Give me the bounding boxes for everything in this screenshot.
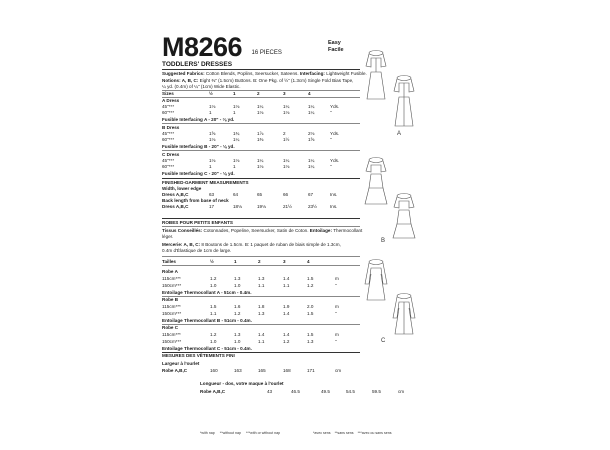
french-title: ROBES POUR PETITS ENFANTS [162,220,233,225]
tissus-text: Cotonnades, Popeline, Seersucker, Satin de Coton. [203,228,309,233]
mercerie-label: Mercerie: A, B, C: [162,242,201,247]
table-cell: 1.5 [307,276,314,281]
skirt-ruffle [393,224,415,238]
table-cell: 1¼ [233,137,240,142]
table-cell: 1.0 [210,339,217,344]
table-cell: 1.8 [258,304,265,309]
table-cell: 1.1 [258,339,265,344]
table-cell: " [330,137,332,142]
table-cell: 67 [308,192,314,197]
table-cell: 1 [233,164,236,169]
pattern-number: M8266 [162,32,243,62]
tailles-label: Tailles [162,259,176,264]
divider [162,178,360,179]
table-cell: 21½ [283,204,292,209]
fusible-b: Fusible Interfacing B - 20" - ⅛ yd. [162,144,235,149]
table-cell: 19⅛ [257,204,266,209]
mercerie-line [162,242,341,248]
table-cell: 1⅛ [233,158,240,163]
table-cell: 1 [209,110,212,115]
divider [162,123,360,124]
collar-shape [369,260,383,265]
width-45-label: 45"*** [162,104,175,109]
divider [162,296,360,297]
mercerie-line-2: 0.4m d'Élastique de 1cm de large. [162,248,232,253]
difficulty-en: Easy [328,40,341,46]
table-cell: 1.2 [210,332,217,337]
collar-shape [369,158,383,163]
c-dress-label: C Dress [162,152,180,157]
interfacing-label: Interfacing: [299,71,325,76]
table-cell: 1⅝ [308,137,315,142]
difficulty-rating [328,40,344,54]
table-cell: 2 [257,91,260,96]
table-cell: 63 [209,192,215,197]
table-cell: 1¼ [257,158,264,163]
table-cell: 2 [258,259,261,264]
table-cell: 1.2 [234,311,241,316]
table-cell: 18⅛ [233,204,242,209]
table-cell: Yds. [330,158,340,163]
fusible-c: Fusible Interfacing C - 20" - ⅛ yd. [162,171,235,176]
table-cell: Yds. [330,131,340,136]
difficulty-fr: Facile [328,47,344,53]
table-cell: 1¼ [283,158,290,163]
table-cell: 1¼ [308,158,315,163]
fabrics-label: Suggested Fabrics: [162,71,205,76]
divider [162,324,360,325]
footnote-with-or-without-nap: ***with or without nap [245,431,281,435]
a-dress-label: A Dress [162,98,180,103]
table-cell: 1.2 [283,339,290,344]
dress-abc-back: Dress A,B,C [162,204,189,209]
figure-label-c: C [381,338,386,344]
table-cell: 1.0 [234,283,241,288]
table-cell: 1⅛ [209,104,216,109]
divider [162,90,360,91]
finished-header: FINISHED-GARMENT MEASUREMENTS [162,180,249,185]
table-cell: 4 [307,259,310,264]
footnote-sans-sens: **sans sens [334,431,354,435]
entoilage-line-2: léger. [162,234,174,239]
width-60-label: 60"*** [162,110,175,115]
width-60-label-c: 60"*** [162,164,175,169]
width-60-label-b: 60"*** [162,137,175,142]
dress-c-illustration [364,254,422,340]
b-dress-label: B Dress [162,125,180,130]
interfacing-text: Lightweight Fusible. [326,71,367,76]
table-cell: 1⅛ [283,164,290,169]
robe-abc-largeur: Robe A,B,C [162,368,188,373]
table-cell: 1.9 [283,304,290,309]
width-lower-edge: Width, lower edge [162,186,202,191]
sizes-label: Sizes [162,91,174,96]
w115-b: 115cm*** [162,304,181,309]
divider [162,218,360,219]
w115-a: 115cm*** [162,276,181,281]
tissus-label: Tissus Conseillés: [162,228,203,233]
figure-label-a: A [397,131,402,137]
table-cell: 1.3 [234,276,241,281]
divider [162,256,360,257]
table-cell: 1.2 [307,283,314,288]
table-cell: 1.2 [210,276,217,281]
table-cell: " [335,311,337,316]
footnotes-right [313,431,392,435]
divider [162,97,360,98]
table-cell: 1 [233,91,236,96]
table-cell: 1.4 [283,276,290,281]
footnote-avec-ou-sans-sens: ***avec ou sans sens [357,431,392,435]
width-45-label-b: 45"*** [162,131,175,136]
table-cell: 17 [209,204,215,209]
table-cell: " [330,164,332,169]
dress-a-illustration [364,44,422,134]
table-cell: 165 [258,368,266,373]
table-cell: 1¼ [308,164,315,169]
skirt-upper [397,210,411,224]
table-cell: 1⅛ [233,104,240,109]
footnote-avec-sens: *avec sens [313,431,331,435]
table-cell: 1⅞ [257,131,264,136]
table-cell: 43 [267,389,273,394]
table-cell: 1.1 [283,283,290,288]
table-cell: 66 [283,192,289,197]
table-cell: " [335,283,337,288]
table-cell: Ins. [330,192,338,197]
table-cell: " [330,110,332,115]
largeur-label: Largeur à l'ourlet [162,361,200,366]
w150-b: 150cm*** [162,311,182,316]
table-cell: 1⅛ [257,110,264,115]
entoil-c: Entoilage Thermocollant C - 51cm - 0.4m. [162,346,252,351]
table-cell: 1¾ [233,131,240,136]
table-cell: Ins. [330,204,338,209]
skirt-shape [367,72,385,99]
table-cell: 65 [257,192,263,197]
long-sleeve-bodice [365,263,387,284]
table-cell: 1.3 [307,339,314,344]
table-cell: 1.5 [307,311,314,316]
notions-line-2: ¼ yd. (0.4m) of ¼" (1cm) Wide Elastic. [162,84,241,89]
table-cell: m [335,332,339,337]
divider [162,69,360,70]
table-cell: 1 [234,259,237,264]
table-cell: 1.0 [210,283,217,288]
table-cell: 1⅛ [209,158,216,163]
table-cell: 54.5 [346,389,355,394]
notions-label: Notions: A, B, C: [162,78,199,83]
tissus-line [162,228,362,234]
table-cell: 3 [283,259,286,264]
table-cell: 59.5 [372,389,381,394]
table-cell: 1.1 [258,283,265,288]
table-cell: 160 [210,368,218,373]
table-cell: 4 [308,91,311,96]
table-cell: " [335,339,337,344]
table-cell: 2.0 [307,304,314,309]
notions-line [162,78,353,84]
table-cell: 1¼ [257,104,264,109]
table-cell: 46.5 [291,389,300,394]
divider [162,265,360,266]
skirt-upper [369,174,383,188]
table-cell: 1 [209,164,212,169]
table-cell: 1.5 [307,332,314,337]
fusible-a: Fusible Interfacing A - 20" - ⅛ yd. [162,117,235,122]
dress-abc-width: Dress A,B,C [162,192,189,197]
figure-label-b: B [381,238,386,244]
table-cell: 163 [234,368,242,373]
table-cell: 1⅛ [209,137,216,142]
table-cell: 1⅜ [257,137,264,142]
table-cell: 168 [283,368,291,373]
table-cell: 1.4 [283,311,290,316]
robe-c-label: Robe C [162,325,179,330]
table-cell: 171 [307,368,315,373]
table-cell: 1.6 [234,304,241,309]
entoil-a: Entoilage Thermocollant A - 51cm - 0.4m. [162,290,252,295]
divider [162,226,360,227]
mesures-header: MESURES DES VÊTEMENTS FINI [162,353,235,358]
fabrics-line [162,71,367,77]
table-cell: m [335,276,339,281]
table-cell: 1.3 [234,332,241,337]
table-cell: 1.3 [258,311,265,316]
table-cell: 49.5 [321,389,330,394]
robe-abc-longueur: Robe A,B,C [200,389,226,394]
table-cell: 1 [233,110,236,115]
robe-b-label: Robe B [162,297,179,302]
table-cell: 3 [283,91,286,96]
entoilage-label: Entoilage: [309,228,333,233]
table-cell: m [335,304,339,309]
collar-shape [397,76,411,81]
w150-a: 150cm*** [162,283,182,288]
table-cell: 1.4 [258,332,265,337]
footnote-without-nap: **without nap [219,431,241,435]
pieces-count: 16 PIECES [251,50,282,56]
collar-shape [397,194,411,199]
w115-c: 115cm*** [162,332,181,337]
table-cell: 1⅛ [283,110,290,115]
table-cell: 1.4 [283,332,290,337]
table-cell: 2 [283,131,286,136]
footnotes-left [200,431,280,435]
table-cell: 1⅛ [257,164,264,169]
table-cell: 1¼ [308,104,315,109]
entoilage-text: Thermocollant [333,228,363,233]
table-cell: 1.3 [258,276,265,281]
collar-shape [397,294,411,299]
table-cell: 1.5 [210,304,217,309]
table-cell: cm [398,389,405,394]
robe-a-label: Robe A [162,269,178,274]
table-cell: 23½ [308,204,317,209]
table-cell: 64 [233,192,239,197]
table-cell: ½ [209,91,213,96]
table-cell: 1¼ [308,110,315,115]
mercerie-text: 8 Boutons de 1.5cm. B: 1 paquet de ruban de biais simple de 1.3cm, [201,242,341,247]
longueur-label: Longueur - dos, votre maque à l'ourlet [200,381,284,386]
fabrics-text: Cotton Blends, Poplins, Seersucker, Sateens. [205,71,299,76]
divider [162,150,360,151]
notions-text: Eight ⅜" (1.5cm) Buttons. B: One Pkg. of ½" (1.3cm) Single Fold Bias Tape, [199,78,354,83]
width-45-label-c: 45"*** [162,158,175,163]
entoil-b: Entoilage Thermocollant B - 51cm - 0.4m. [162,318,252,323]
pattern-title: TODDLERS' DRESSES [162,61,233,68]
table-cell: ½ [210,259,214,264]
table-cell: 1.0 [234,339,241,344]
dress-b-illustration [364,152,422,240]
table-cell: 1½ [283,137,290,142]
back-length-label: Back length from base of neck [162,198,229,203]
table-cell: Yds. [330,104,340,109]
w150-c: 150cm*** [162,339,182,344]
table-cell: 1¼ [283,104,290,109]
table-cell: 1⅝ [209,131,216,136]
table-cell: 1.1 [210,311,217,316]
footnote-with-nap: *with nap [200,431,215,435]
skirt-ruffle [365,188,387,204]
collar-shape [369,51,383,56]
table-cell: cm [335,368,342,373]
table-cell: 2⅛ [308,131,315,136]
